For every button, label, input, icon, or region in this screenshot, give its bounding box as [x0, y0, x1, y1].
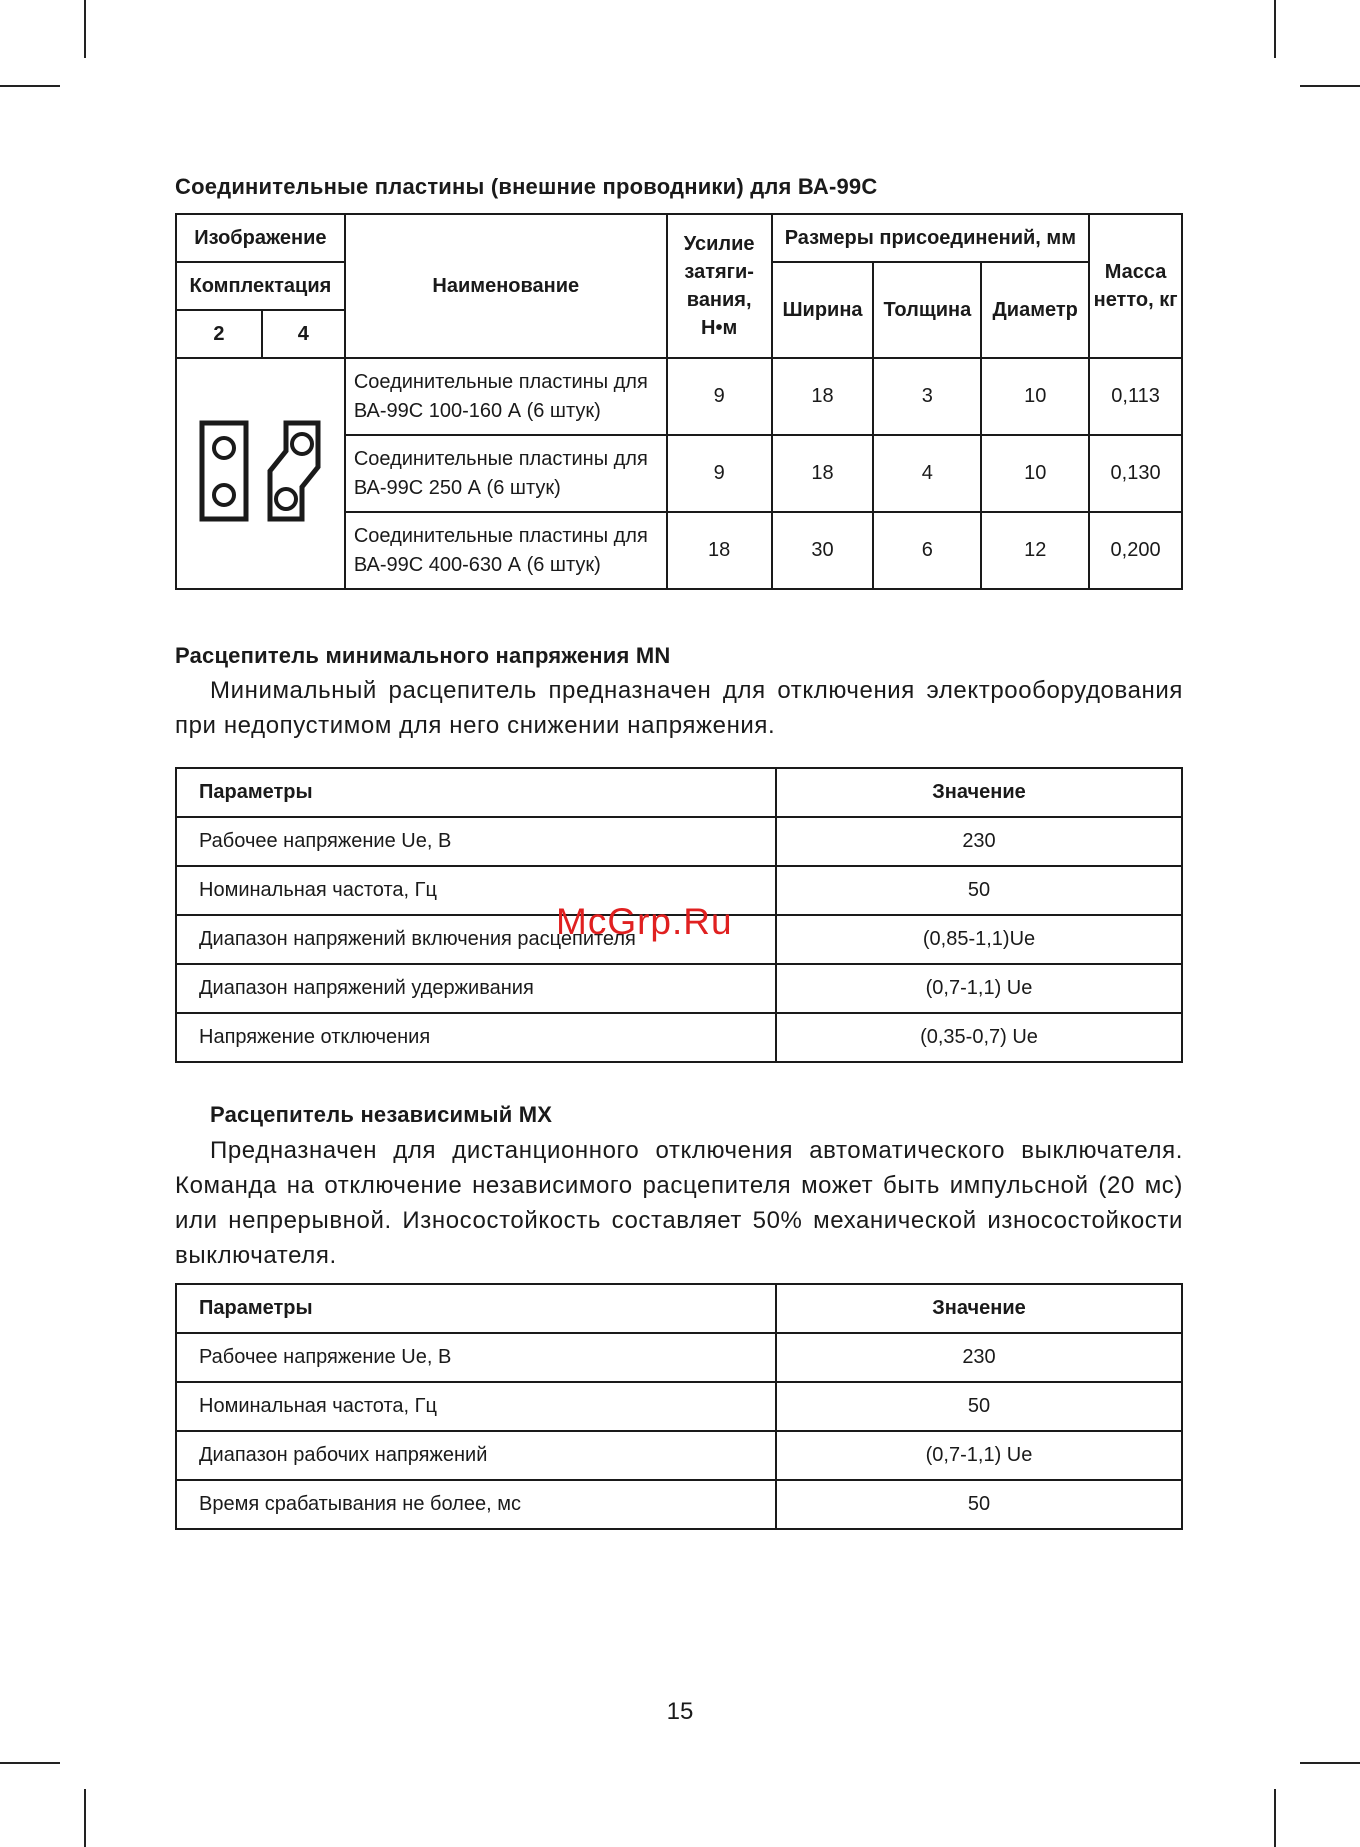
table-row	[176, 817, 1182, 866]
crop-mark	[0, 85, 60, 87]
crop-mark	[1300, 85, 1360, 87]
param-cell: Номинальная частота, Гц	[176, 866, 776, 915]
header-thickness: Толщина	[873, 262, 981, 358]
table-row	[176, 1480, 1182, 1529]
row-torque: 9	[667, 358, 772, 435]
value-cell: (0,7-1,1) Ue	[776, 964, 1182, 1013]
section3-title: Расцепитель независимый MX	[210, 1102, 553, 1127]
col-value-header: Значение	[776, 1284, 1182, 1333]
row-mass: 0,113	[1089, 358, 1182, 435]
value-cell: (0,85-1,1)Ue	[776, 915, 1182, 964]
col-param-header: Параметры	[176, 768, 776, 817]
header-kit-2: 2	[176, 310, 262, 358]
param-cell: Рабочее напряжение Ue, В	[176, 817, 776, 866]
param-cell: Номинальная частота, Гц	[176, 1382, 776, 1431]
row-thickness: 6	[873, 512, 981, 589]
header-kit: Комплектация	[176, 262, 345, 310]
param-cell: Диапазон напряжений включения расцепителя	[176, 915, 776, 964]
connection-plates-table	[175, 213, 1183, 590]
table-header-row	[176, 768, 1182, 817]
param-cell: Время срабатывания не более, мс	[176, 1480, 776, 1529]
crop-mark	[1274, 1789, 1276, 1847]
section1-title: Соединительные пластины (внешние проводники) для ВА-99С	[175, 174, 878, 199]
header-name: Наименование	[345, 214, 667, 358]
table-row	[176, 1431, 1182, 1480]
crop-mark	[0, 1762, 60, 1764]
crop-mark	[1274, 0, 1276, 58]
row-width: 18	[772, 435, 874, 512]
header-dims: Размеры присоединений, мм	[772, 214, 1090, 262]
row-torque: 9	[667, 435, 772, 512]
value-cell: (0,35-0,7) Ue	[776, 1013, 1182, 1062]
value-cell: 50	[776, 1382, 1182, 1431]
header-kit-4: 4	[262, 310, 345, 358]
header-diameter: Диаметр	[981, 262, 1089, 358]
crop-mark	[84, 0, 86, 58]
table-row	[176, 1013, 1182, 1062]
col-value-header: Значение	[776, 768, 1182, 817]
table-row	[176, 964, 1182, 1013]
page-number: 15	[666, 1698, 694, 1725]
header-torque: Усилие затяги-вания, Н•м	[667, 214, 772, 358]
row-width: 30	[772, 512, 874, 589]
param-cell: Диапазон напряжений удерживания	[176, 964, 776, 1013]
row-mass: 0,200	[1089, 512, 1182, 589]
row-name: Соединительные пластины для ВА-99С 250 А (6 штук)	[345, 435, 667, 512]
param-cell: Диапазон рабочих напряжений	[176, 1431, 776, 1480]
section2-paragraph: Минимальный расцепитель предназначен для отключения электрооборудования при недопустимом для него снижении напряжения.	[175, 677, 1183, 739]
param-cell: Рабочее напряжение Ue, В	[176, 1333, 776, 1382]
value-cell: 230	[776, 817, 1182, 866]
header-mass: Масса нетто, кг	[1089, 214, 1182, 358]
section3-paragraph: Предназначен для дистанционного отключения автоматического выключателя. Команда на отключение независимого расцепителя может быть импульсной (20 мс) или непрерывной. Износостойкость составляет 50% механической износостойкости выключателя.	[175, 1137, 1183, 1269]
row-diameter: 10	[981, 435, 1089, 512]
value-cell: 50	[776, 866, 1182, 915]
row-mass: 0,130	[1089, 435, 1182, 512]
table-row	[176, 1382, 1182, 1431]
plates-image-cell	[176, 358, 345, 589]
row-width: 18	[772, 358, 874, 435]
row-diameter: 12	[981, 512, 1089, 589]
row-torque: 18	[667, 512, 772, 589]
mx-params-table	[175, 1283, 1183, 1530]
crop-mark	[1300, 1762, 1360, 1764]
param-cell: Напряжение отключения	[176, 1013, 776, 1062]
row-thickness: 3	[873, 358, 981, 435]
watermark: McGrp.Ru	[556, 901, 733, 942]
value-cell: 50	[776, 1480, 1182, 1529]
col-param-header: Параметры	[176, 1284, 776, 1333]
row-diameter: 10	[981, 358, 1089, 435]
value-cell: 230	[776, 1333, 1182, 1382]
crop-mark	[84, 1789, 86, 1847]
section2-title: Расцепитель минимального напряжения MN	[175, 643, 671, 668]
value-cell: (0,7-1,1) Ue	[776, 1431, 1182, 1480]
row-thickness: 4	[873, 435, 981, 512]
row-name: Соединительные пластины для ВА-99С 100-160 А (6 штук)	[345, 358, 667, 435]
table-header-row	[176, 1284, 1182, 1333]
table-row	[176, 358, 1182, 435]
row-name: Соединительные пластины для ВА-99С 400-630 А (6 штук)	[345, 512, 667, 589]
connection-plates-icon	[190, 411, 330, 531]
header-image: Изображение	[176, 214, 345, 262]
table-row	[176, 1333, 1182, 1382]
header-width: Ширина	[772, 262, 874, 358]
